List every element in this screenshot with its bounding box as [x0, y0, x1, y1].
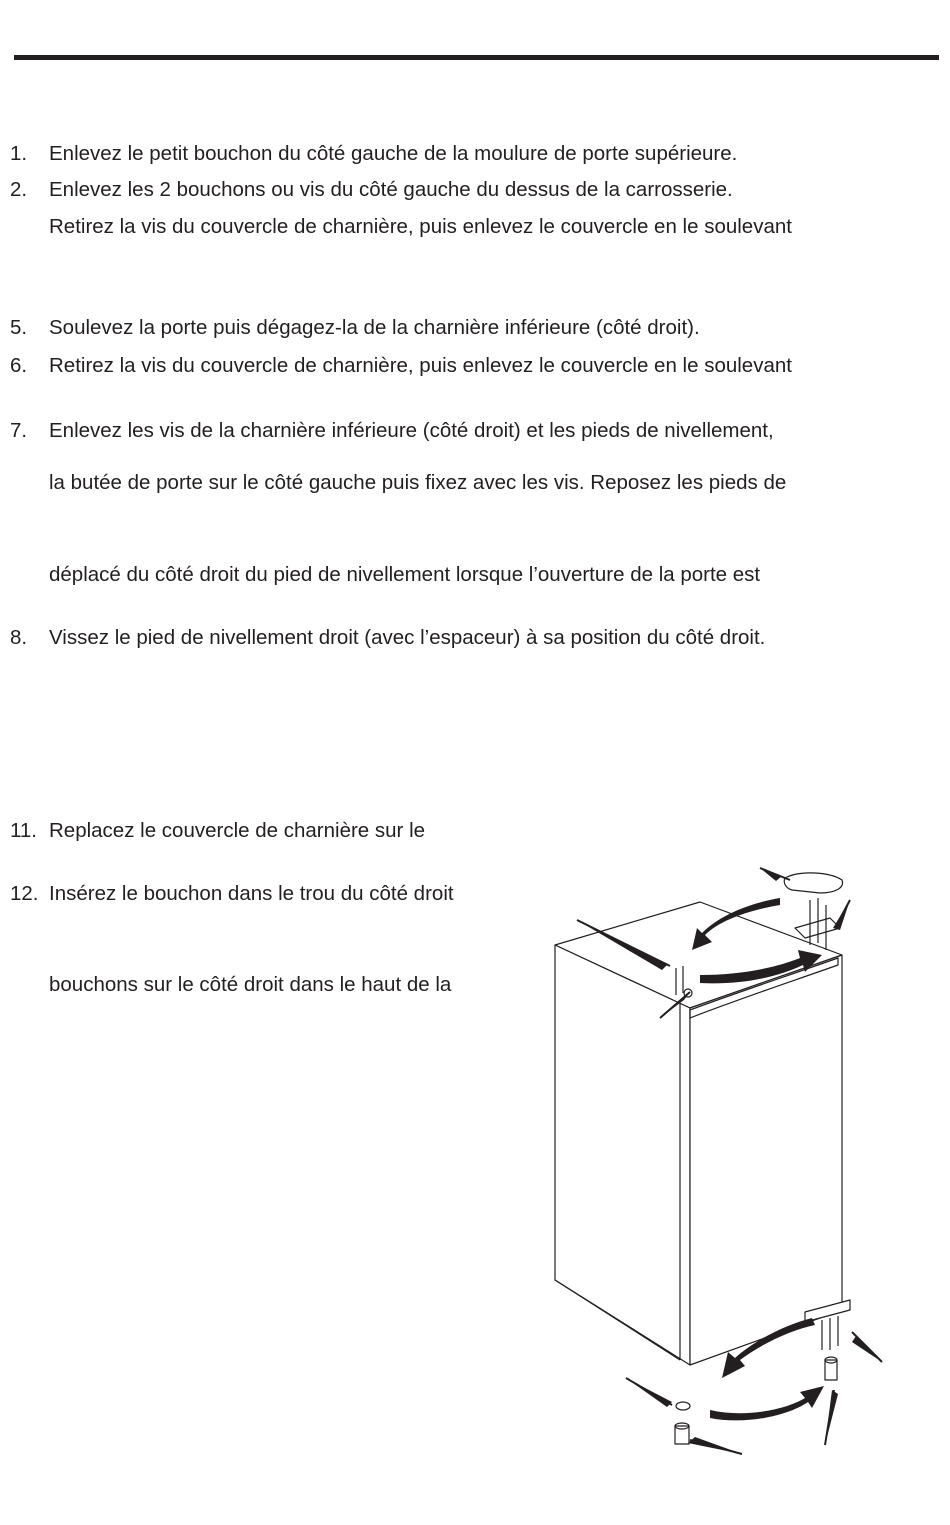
step-number: 12.	[10, 882, 39, 905]
step-text: Retirez la vis du couvercle de charnière, puis enlevez le couvercle en le soulevant	[49, 215, 792, 238]
step-text: Replacez le couvercle de charnière sur le	[49, 819, 426, 842]
step-number: 6.	[10, 354, 28, 377]
step-number: 2.	[10, 178, 28, 201]
step-text: bouchons sur le côté droit dans le haut de la	[49, 973, 452, 996]
cabinet-door	[690, 955, 842, 1365]
step-text: Insérez le bouchon dans le trou du côté droit	[49, 882, 454, 905]
step-number: 11.	[10, 819, 37, 842]
step-text: déplacé du côté droit du pied de nivellement lorsque l’ouverture de la porte est	[49, 563, 761, 586]
hinge-cover	[784, 873, 842, 893]
step-text: Enlevez le petit bouchon du côté gauche de la moulure de porte supérieure.	[49, 142, 738, 165]
step-text: Vissez le pied de nivellement droit (avec l’espaceur) à sa position du côté droit.	[49, 626, 766, 649]
step-number: 5.	[10, 316, 28, 339]
step-number: 1.	[10, 142, 28, 165]
step-text: Soulevez la porte puis dégagez-la de la charnière inférieure (côté droit).	[49, 316, 700, 339]
step-text: Retirez la vis du couvercle de charnière, puis enlevez le couvercle en le soulevant	[49, 354, 792, 377]
step-number: 8.	[10, 626, 28, 649]
cabinet-left-side	[555, 945, 690, 1365]
door-reversal-illustration	[540, 855, 900, 1475]
step-text: Enlevez les vis de la charnière inférieure (côté droit) et les pieds de nivellement,	[49, 419, 774, 442]
curved-arrow-bottom-right	[710, 1386, 824, 1420]
step-text: Enlevez les 2 bouchons ou vis du côté gauche du dessus de la carrosserie.	[49, 178, 733, 201]
header-rule	[14, 55, 939, 60]
step-text: la butée de porte sur le côté gauche puis fixez avec les vis. Reposez les pieds de	[49, 471, 787, 494]
step-number: 7.	[10, 419, 28, 442]
